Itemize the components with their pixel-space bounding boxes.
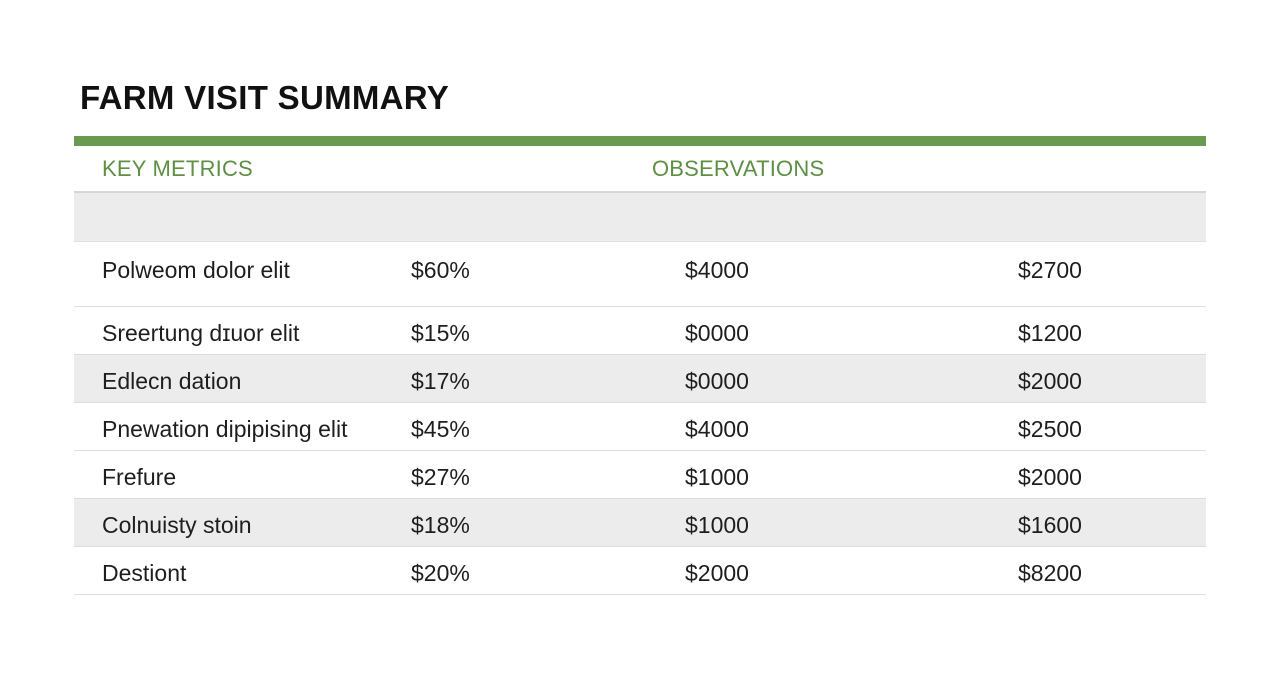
header-observations: OBSERVATIONS: [652, 156, 825, 181]
metric-value-1: $4000: [685, 257, 749, 283]
metric-value-2: $8200: [1018, 560, 1082, 586]
metric-value-2: $2700: [1018, 257, 1082, 283]
metric-percent: $60%: [411, 257, 470, 283]
metric-value-2: $2000: [1018, 368, 1082, 394]
metric-name: Edlecn dation: [102, 368, 242, 394]
table-row: [74, 307, 1206, 355]
summary-table: [74, 136, 1206, 595]
table-row: [74, 547, 1206, 595]
metric-value-1: $4000: [685, 416, 749, 442]
metric-name: Sreertung dɪuor elit: [102, 320, 300, 346]
metric-percent: $45%: [411, 416, 470, 442]
metric-name: Pnewation dipipising elit: [102, 416, 348, 442]
metric-value-1: $2000: [685, 560, 749, 586]
metric-percent: $15%: [411, 320, 470, 346]
metric-name: Destiont: [102, 560, 187, 586]
table-row: [74, 355, 1206, 403]
metric-name: Frefure: [102, 464, 177, 490]
metric-value-1: $0000: [685, 368, 749, 394]
metric-value-1: $0000: [685, 320, 749, 346]
metric-value-2: $1600: [1018, 512, 1082, 538]
metric-percent: $20%: [411, 560, 470, 586]
metric-percent: $18%: [411, 512, 470, 538]
page-title: FARM VISIT SUMMARY: [80, 79, 450, 116]
metric-name: Colnuisty stoin: [102, 512, 252, 538]
table-header-row: [74, 146, 1206, 193]
metric-value-2: $1200: [1018, 320, 1082, 346]
table-row: [74, 403, 1206, 451]
header-key-metrics: KEY METRICS: [102, 156, 253, 181]
metric-name: Polweom dolor elit: [102, 257, 290, 283]
metric-percent: $17%: [411, 368, 470, 394]
metric-value-2: $2000: [1018, 464, 1082, 490]
metric-percent: $27%: [411, 464, 470, 490]
table-row: [74, 242, 1206, 307]
metric-value-1: $1000: [685, 512, 749, 538]
metric-value-2: $2500: [1018, 416, 1082, 442]
empty-shaded-row: [74, 193, 1206, 242]
table-row: [74, 499, 1206, 547]
table-row: [74, 451, 1206, 499]
metric-value-1: $1000: [685, 464, 749, 490]
accent-bar: [74, 136, 1206, 146]
